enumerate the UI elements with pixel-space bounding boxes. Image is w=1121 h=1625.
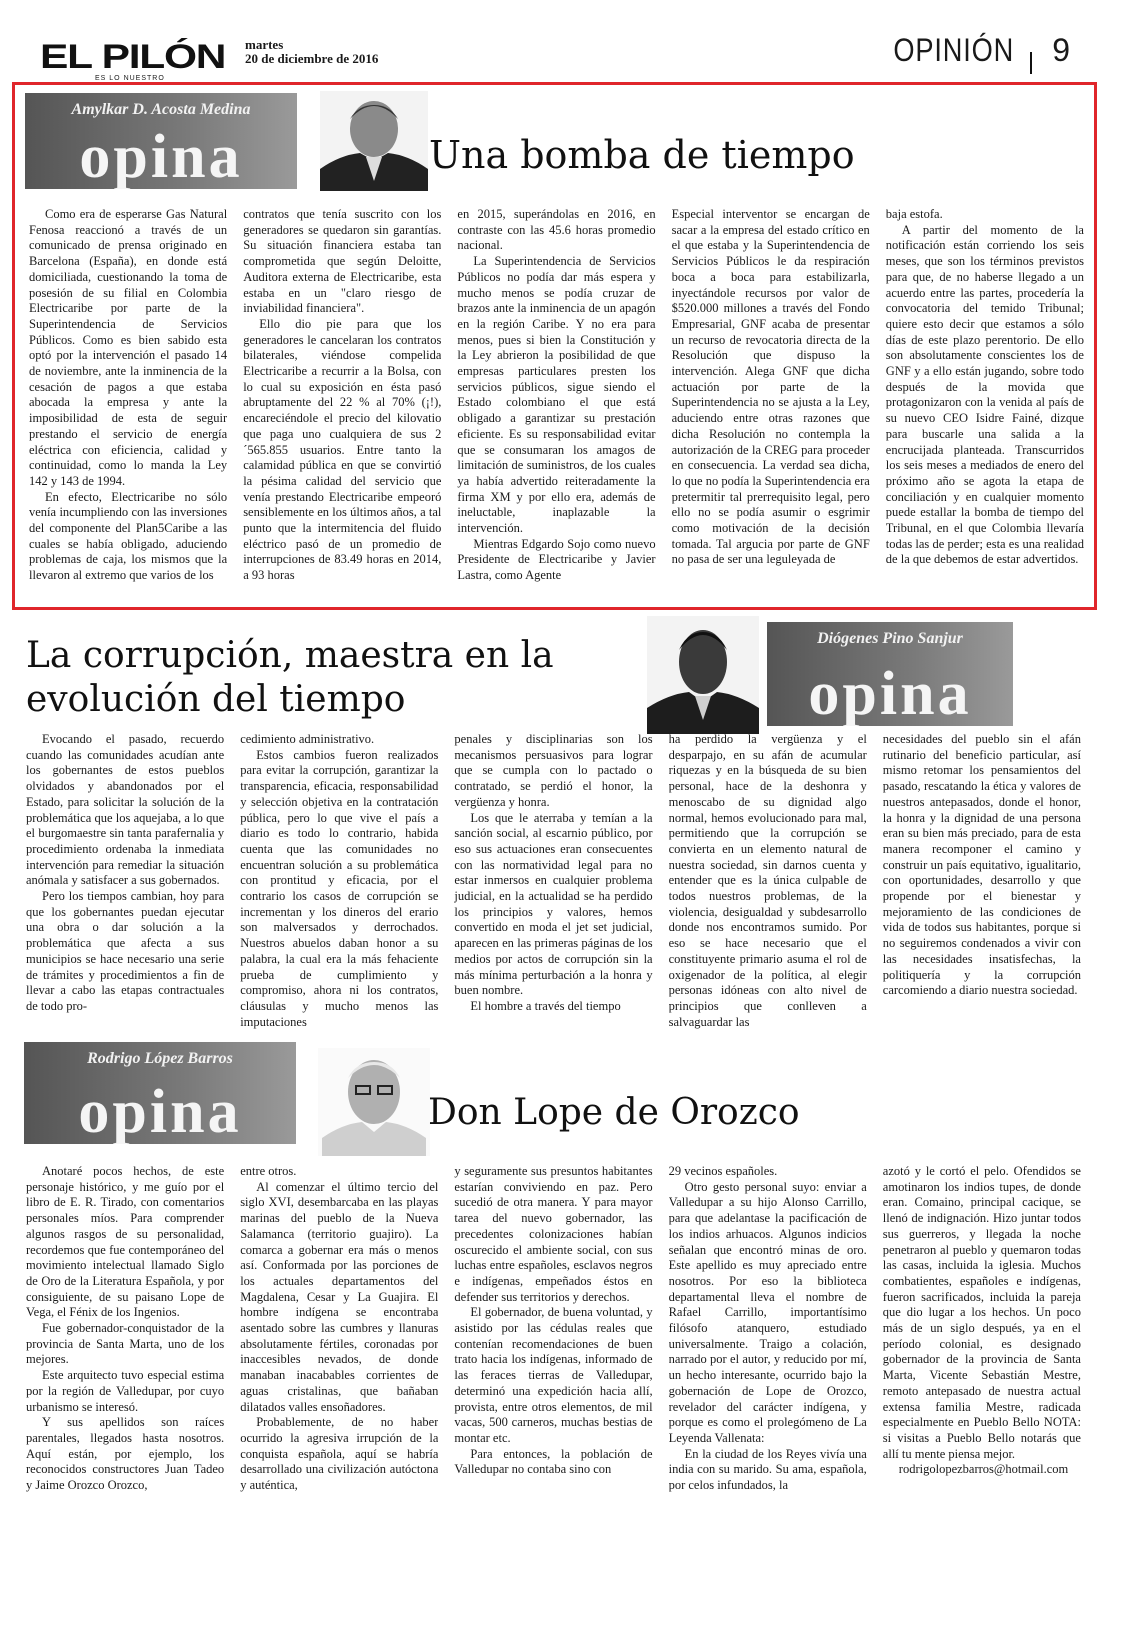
- paragraph: 29 vecinos españoles.: [668, 1164, 778, 1178]
- paragraph: Ello dio pie para que los generadores le cancelaran los contratos bilaterales, viéndose compelida Electricaribe a recurrir a la Bolsa, con lo cual su exposición en ésta pasó abruptamente del 22 % al 70% (¡!), encareciéndole el precio del kilovatio que paga uno cualquiera de sus 2´565.855 usuarios. Entre tanto la calamidad pública en que se convirtió la pésima calidad del servicio que venía prestando Electricaribe empeoró sensiblemente en los últimos años, a tal punto que la intermitencia del fluido eléctrico pasó de un promedio de interrupciones de 83.49 horas en 2014, a 93 horas: [243, 316, 442, 583]
- portrait-photo-icon: [320, 91, 428, 191]
- paragraph: azotó y le cortó el pelo. Ofendidos se amotinaron los indios tupes, de donde eran. Comaino, principal cacique, se llenó de indignación. Hizo juntar todos sus guerreros, y llegada la noche penetraron al pueblo y quemaron todas las casas, incluida la iglesia. Muchos combatientes, españoles e indígenas, fueron sacrificados, incluida la pareja que dio lugar a los hechos. Un poco más de un siglo después, ya en el período colonial, es designado gobernador de la provincia de Santa Marta, Vicente Sebastián Mestre, remoto antepasado de nuestra actual extensa familia Mestre, radicada especialmente en Pueblo Bello NOTA: si visitas a Pueblo Bello notarás que allí tu mente piensa mejor.: [882, 1164, 1081, 1461]
- author-email[interactable]: rodrigolopezbarros@hotmail.com: [898, 1462, 1069, 1477]
- paragraph: contratos que tenía suscrito con los generadores se quedaron sin garantías. Su situación financiera estaba tan comprometida que según Deloitte, Auditora externa de Electricaribe, esta estaba en un "claro riesgo de inviabilidad financiera".: [243, 207, 442, 316]
- paragraph: cedimiento administrativo.: [240, 732, 375, 746]
- masthead: [40, 30, 1090, 80]
- title-line: La corrupción, maestra en la: [26, 635, 554, 676]
- paragraph: Evocando el pasado, recuerdo cuando las comunidades acudían ante los gobernantes de estos pueblos olvidados y abandonados por el Estado, para solicitar la solución de la problemática que los aquejaba, a lo que el burgomaestre sin tanta parafernalia y procedimiento ordenaba la inmediata intervención para remediar la situación anómala y satisfacer a sus gobernados.: [26, 732, 225, 888]
- author-byline-box: [24, 1042, 296, 1144]
- paragraph: necesidades del pueblo sin el afán rutinario del beneficio particular, así mismo retomar los pensamientos del pasado, rescatando la ética y valores de nuestros antepasados, donde el honor, la honra y la dignidad de una persona eran su bien más preciado, para de esta manera recomponer el camino y construir un país equitativo, igualitario, con oportunidades, desarrollo y que propende por el bienestar y mejoramiento de las condiciones de vida de todos sus habitantes, porque si no seguiremos condenados a vivir con las necesidades insatisfechas, la politiquería y la corrupción carcomiendo a diario nuestra sociedad.: [882, 732, 1081, 998]
- body-column: [240, 732, 438, 1032]
- author-byline-box: [767, 622, 1013, 726]
- date: 20 de diciembre de 2016: [245, 51, 379, 66]
- paragraph: Fue gobernador-conquistador de la provincia de Santa Marta, uno de los mejores.: [26, 1321, 225, 1367]
- paragraph: y seguramente sus presuntos habitantes estarían conviviendo en paz. Pero sucedió de otra manera. Y para mayor tarea del nuevo gobernador, las precedentes colonizaciones habían oscurecido el ambiente social, con sus luchas entre españoles, esclavos negros e indígenas, empeñados éstos en defender sus territorios y derechos.: [454, 1164, 653, 1304]
- body-column: [29, 207, 227, 605]
- paragraph: Este arquitecto tuvo especial estima por la región de Valledupar, por cuyo urbanismo se interesó.: [26, 1368, 225, 1414]
- body-column: [26, 732, 224, 1032]
- paragraph: Otro gesto personal suyo: enviar a Valledupar a su hijo Alonso Carrillo, para que adelantase la pacificación de los indios arhuacos. Algunos indicios señalan que encontró minas de oro. Este apellido es muy apreciado entre nosotros. Por eso la biblioteca departamental lleva el nombre de Rafael Carrillo, importantísimo filósofo atanquero, estudiado universalmente. Traigo a colación, narrado por el autor, y reducido por mí, un hecho interesante, ocurrido bajo la gobernación de Lope de Orozco, revelador del carácter indígena, y porque es como el prolegómeno de La Leyenda Vallenata:: [668, 1179, 867, 1445]
- author-name: Rodrigo López Barros: [87, 1050, 233, 1067]
- article-body: [26, 1164, 1081, 1604]
- article-title: [26, 634, 554, 722]
- body-column: [669, 1164, 867, 1604]
- paragraph: En efecto, Electricaribe no sólo venía incumpliendo con las inversiones del componente del Plan5Caribe a las cuales se había obligado, aduciendo problemas de caja, los mismos que la llevaron al extremo que varios de los: [29, 489, 228, 583]
- author-byline-box: [25, 93, 297, 189]
- body-column: [883, 732, 1081, 1032]
- opina-label: opina: [79, 123, 243, 189]
- body-column: [883, 1164, 1081, 1604]
- paragraph: ha perdido la vergüenza y el desparpajo, en su afán de acumular riquezas y en la búsqueda de su bien personal, hace de la deshonra y menoscabo de su dignidad algo normal, hemos evolucionado para mal, permitiendo que la corrupción se convierta en un elemento natural de nuestra sociedad, sin darnos cuenta y entender que es la única culpable de todos nuestros problemas, de la violencia, desigualdad y subdesarrollo donde nos encontramos sumido. Por eso se hace necesario que el constituyente primario asuma el rol de oxigenador de la política, al elegir personas idóneas con alto nivel de principios que conlleven a salvaguardar las: [668, 732, 867, 1029]
- paragraph: Anotaré pocos hechos, de este personaje histórico, y me guío por el libro de E. R. Tirado, con comentarios personales míos. Para comprender algunos rasgos de su personalidad, recordemos que fue contemporáneo del movimiento intelectual llamado Siglo de Oro de la Literatura Española, y por consiguiente, de su paisano Lope de Vega, el Fénix de los Ingenios.: [26, 1164, 225, 1320]
- author-name: Amylkar D. Acosta Medina: [71, 101, 251, 118]
- title-line: evolución del tiempo: [26, 679, 406, 720]
- article-body: [26, 732, 1081, 1032]
- portrait-photo-icon: [318, 1048, 430, 1156]
- body-column: [243, 207, 441, 605]
- body-column: [240, 1164, 438, 1604]
- paragraph: Y sus apellidos son raíces parentales, llegados hasta nosotros. Aquí están, por ejemplo, los reconocidos constructores Juan Tadeo y Jaime Orozco Orozco,: [26, 1415, 225, 1493]
- body-column: [454, 732, 652, 1032]
- article-don-lope-de-orozco: [12, 1034, 1097, 1614]
- divider: [1030, 52, 1032, 74]
- paragraph: Como era de esperarse Gas Natural Fenosa reaccionó a través de un comunicado de prensa originado en Barcelona (España), en donde está domiciliada, cuestionando la toma de posesión de su filial en Colombia Electricaribe por parte de la Superintendencia de Servicios Públicos. Como es bien sabido esta optó por la intervención el pasado 14 de noviembre, ante la inminencia de la cesación de pagos a que estaba abocada la empresa y ante la imposibilidad de esta de seguir prestando el servicio de energía eléctrica con eficiencia, calidad y continuidad, como lo manda la Ley 142 y 143 de 1994.: [29, 207, 228, 488]
- paragraph: Estos cambios fueron realizados para evitar la corrupción, garantizar la transparencia, eficacia, responsabilidad y selección objetiva en la contratación pública, pero lo que vive el país a diario es todo lo contrario, habida cuenta que las comunidades no encuentran solución a su problemática con prontitud y eficacia, por el contrario los casos de corrupción se incrementan y los dineros del erario son malversados y derrochados. Nuestros abuelos daban honor a su palabra, la cual era la más fehaciente prueba de cumplimiento y compromiso, ahora ni los contratos, cláusulas y mucho menos las imputaciones: [240, 747, 439, 1029]
- portrait-photo-icon: [647, 616, 759, 734]
- article-una-bomba-de-tiempo: [12, 82, 1097, 610]
- paragraph: La Superintendencia de Servicios Públicos no podía dar más espera y mucho menos se podía cruzar de brazos ante la inminencia de un apagón en la región Caribe. Y no era para menos, pues si bien la Constitución y la Ley abrieron la posibilidad de que empresas particulares presten los servicios públicos, sigue siendo el Estado colombiano el que está obligado a garantizar su prestación eficiente. Es su responsabilidad evitar que se consumaran los amagos de limitación de suministros, de los cuales ya había advertido reiteradamente la firma XM y por ello era, además de ineluctable, inaplazable la intervención.: [457, 254, 656, 536]
- author-portrait: [318, 1048, 430, 1156]
- paragraph: en 2015, superándolas en 2016, en contraste con las 45.6 horas promedio nacional.: [457, 207, 656, 253]
- author-portrait: [647, 616, 759, 734]
- article-la-corrupcion: [12, 612, 1097, 1032]
- paragraph: En la ciudad de los Reyes vivía una india con su marido. Su ama, española, por celos infundados, la: [668, 1446, 867, 1493]
- newspaper-logo: EL PILÓN: [40, 38, 226, 76]
- logo-tagline: ES LO NUESTRO: [95, 75, 165, 82]
- paragraph: Para entonces, la población de Valledupar no contaba sino con: [454, 1446, 653, 1477]
- paragraph: penales y disciplinarias son los mecanismos persuasivos para lograr que se cumpla con lo pactado o contratado, se perdió el honor, la vergüenza y honra.: [454, 732, 653, 809]
- weekday: martes: [245, 37, 284, 52]
- article-body: [29, 207, 1084, 605]
- paragraph: El hombre a través del tiempo: [470, 998, 621, 1013]
- author-name: Diógenes Pino Sanjur: [817, 630, 963, 647]
- article-title: Una bomba de tiempo: [429, 133, 855, 177]
- issue-date: [245, 38, 378, 66]
- body-column: [669, 732, 867, 1032]
- paragraph: Los que le aterraba y temían a la sanción social, al escarnio público, por eso sus actuaciones eran consecuentes con las normatividad legal para no estar inmersos en cualquier problema judicial, en la actualidad se ha perdido los principios y valores, hemos convertido en moda el jet set judicial, aparecen en las primeras páginas de los medios por actos de corrupción sin la más mínima perturbación a la honra y buen nombre.: [454, 810, 653, 998]
- paragraph: entre otros.: [240, 1164, 297, 1178]
- paragraph: Mientras Edgardo Sojo como nuevo Presidente de Electricaribe y Javier Lastra, como Agente: [457, 536, 656, 583]
- paragraph: Probablemente, de no haber ocurrido la agresiva irrupción de la conquista española, aquí se habría desarrollado una civilización autóctona y auténtica,: [240, 1415, 439, 1493]
- body-column: [457, 207, 655, 605]
- body-column: [454, 1164, 652, 1604]
- paragraph: baja estofa.: [885, 207, 943, 221]
- paragraph: Pero los tiempos cambian, hoy para que los gobernantes puedan ejecutar una obra o dar solución a la problemática que afecta a sus municipios se hace necesario una serie de trámites y procedimientos a fin de llevar a cabo las etapas contractuales de todo pro-: [26, 889, 225, 1013]
- paragraph: A partir del momento de la notificación están corriendo los seis meses, que son los términos previstos para que, de no haberse llegado a un acuerdo entre las partes, procedería la convocatoria del temido Tribunal; quiere esto decir que estamos a sólo días de este plazo perentorio. De ello son absolutamente conscientes los de GNF y a ello están jugando, sobre todo después de la movida que protagonizaron con la venida al país de su nuevo CEO Isidre Fainé, dizque para buscarle una salida a la encrucijada planteada. Transcurridos los seis meses a mediados de enero del próximo año se agota la etapa de conciliación y en cualquier momento puede estallar la bomba de tiempo del Tribunal, en el que Colombia llevaría todas las de perder; esta es una realidad de la que debemos de estar advertidos.: [885, 222, 1084, 567]
- body-column: [26, 1164, 224, 1604]
- body-column: [672, 207, 870, 605]
- opina-label: opina: [808, 660, 972, 726]
- article-title: Don Lope de Orozco: [428, 1092, 800, 1133]
- paragraph: El gobernador, de buena voluntad, y asistido por las cédulas reales que contenían recomendaciones de buen trato hacia los indígenas, informado de las feraces tierras de Valledupar, determinó una expedición hacia allí, provista, entre otros elementos, de mil vacas, 500 carneros, muchas bestias de montar etc.: [454, 1305, 653, 1445]
- paragraph: Especial interventor se encargan de sacar a la empresa del estado crítico en el que estaba y la Superintendencia de Servicios Públicos le da respiración boca a boca para estabilizarla, inyectándole recursos por valor de $520.000 millones a través del Fondo Empresarial, GNF acaba de presentar un recurso de revocatoria directa de la Resolución que dispuso la intervención. Alega GNF que dicha actuación por parte de la Superintendencia no se ajusta a la Ley, aduciendo entre otras razones que dicha Resolución no contempla la autorización de la CREG para proceder en consecuencia. La verdad sea dicha, lo que no podía la Superintendencia era pretermitir tal prerrequisito legal, pero ello no se podía asumir o esgrimir como motivación de la decisión tomada. Tal argucia por parte de GNF no pasa de ser una leguleyada de: [671, 207, 870, 567]
- author-portrait: [320, 91, 428, 191]
- section-title: OPINIÓN: [893, 32, 1014, 68]
- page-number: 9: [1052, 32, 1070, 68]
- paragraph: Al comenzar el último tercio del siglo XVI, desembarcaba en las playas marinas del pueblo de la Nueva Salamanca (territorio guajiro). La comarca a gobernar era más o menos así. Conformada por las porciones de los actuales departamentos del Magdalena, Cesar y La Guajira. El hombre indígena se encontraba asentado sobre las cumbres y llanuras absolutamente fértiles, coronadas por inaccesibles nevados, de donde manaban inacabables corrientes de aguas cristalinas, que bañaban dilatados valles ensoñadores.: [240, 1179, 439, 1414]
- opina-label: opina: [78, 1078, 242, 1144]
- body-column: [886, 207, 1084, 605]
